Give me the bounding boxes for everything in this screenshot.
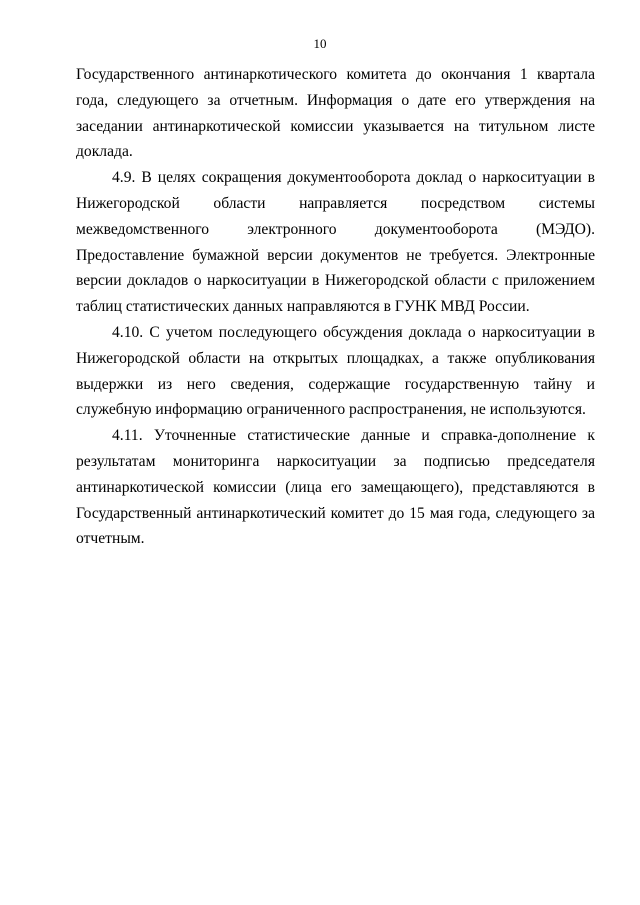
paragraph-4-9: 4.9. В целях сокращения документооборота доклад о наркоситуации в Нижегородской области направляется посредством системы межведомственного электронного документооборота (МЭДО). Предоставление бумажной версии документов не требуется. Электронные версии докладов о наркоситуации в Нижегородской области с приложением таблиц статистических данных направляются в ГУНК МВД России. [76, 169, 595, 316]
page-number: 10 [313, 36, 327, 51]
paragraph-4-11: 4.11. Уточненные статистические данные и справка-дополнение к результатам мониторинга наркоситуации за подписью председателя антинаркотической комиссии (лица его замещающего), представляются в Государственный антинаркотический комитет до 15 мая года, следующего за отчетным. [76, 427, 595, 548]
document-body [76, 62, 595, 552]
paragraph-4-10: 4.10. С учетом последующего обсуждения доклада о наркоситуации в Нижегородской области на открытых площадках, а также опубликования выдержки из него сведения, содержащие государственную тайну и служебную информацию ограниченного распространения, не используются. [76, 323, 595, 419]
paragraph-continuation: Государственного антинаркотического комитета до окончания 1 квартала года, следующего за отчетным. Информация о дате его утверждения на заседании антинаркотической комиссии указывается на титульном листе доклада. [76, 66, 595, 161]
